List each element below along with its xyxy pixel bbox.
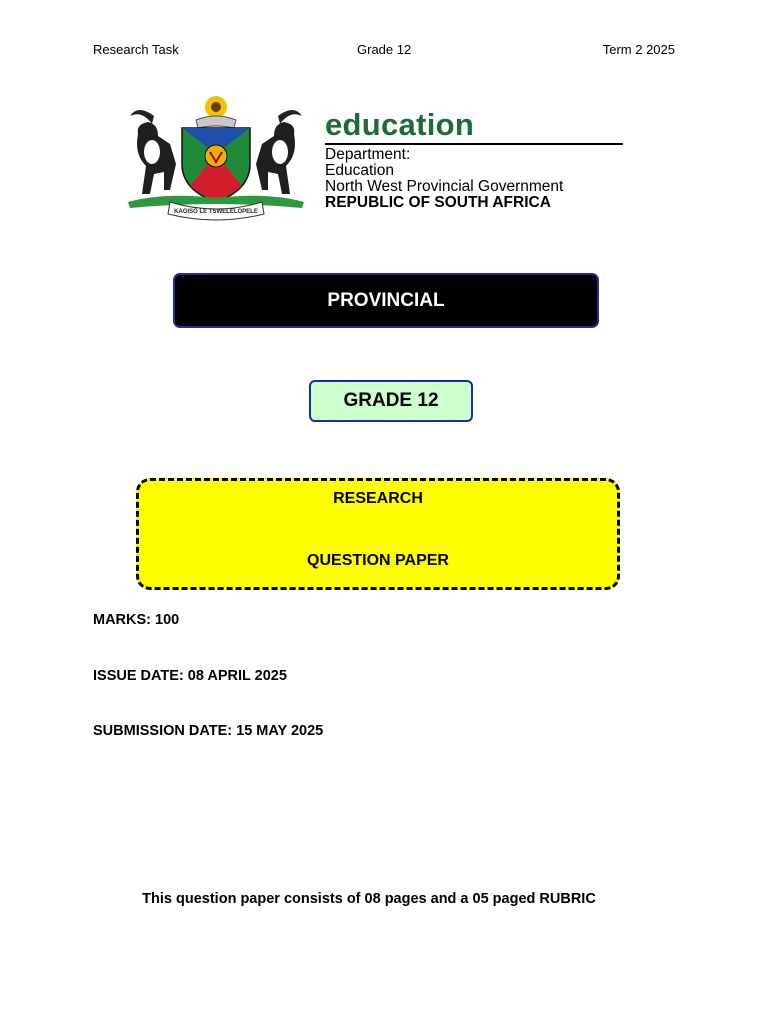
department-line: Department:	[325, 146, 411, 163]
brand-divider	[325, 143, 623, 145]
antelope-icon	[137, 122, 176, 194]
header-right: Term 2 2025	[602, 42, 675, 57]
header-center: Grade 12	[357, 42, 412, 57]
shield-icon	[182, 128, 250, 202]
department-line: Education	[325, 162, 394, 179]
education-brand: education	[325, 107, 475, 142]
coat-of-arms-logo	[124, 94, 308, 222]
paper-title-box	[136, 478, 620, 590]
motto-text: KAGISO LE TSWELELOPELE	[174, 209, 258, 215]
grade-badge	[309, 380, 473, 422]
submission-date-line: SUBMISSION DATE: 15 MAY 2025	[93, 723, 324, 739]
paper-type: QUESTION PAPER	[307, 552, 449, 569]
antelope-icon	[256, 122, 295, 194]
grade-label: GRADE 12	[343, 390, 439, 411]
issue-date-line: ISSUE DATE: 08 APRIL 2025	[93, 668, 287, 684]
department-block	[325, 147, 563, 211]
sun-crest-icon	[205, 96, 227, 118]
provincial-banner	[173, 273, 599, 328]
department-country: REPUBLIC OF SOUTH AFRICA	[325, 194, 551, 211]
marks-line: MARKS: 100	[93, 612, 180, 628]
page-header	[93, 42, 675, 62]
page-count-note: This question paper consists of 08 pages and a 05 paged RUBRIC	[142, 891, 596, 907]
department-line: North West Provincial Government	[325, 178, 564, 195]
header-left: Research Task	[93, 42, 179, 57]
subject-title: RESEARCH	[333, 490, 423, 507]
provincial-label: PROVINCIAL	[327, 289, 445, 311]
